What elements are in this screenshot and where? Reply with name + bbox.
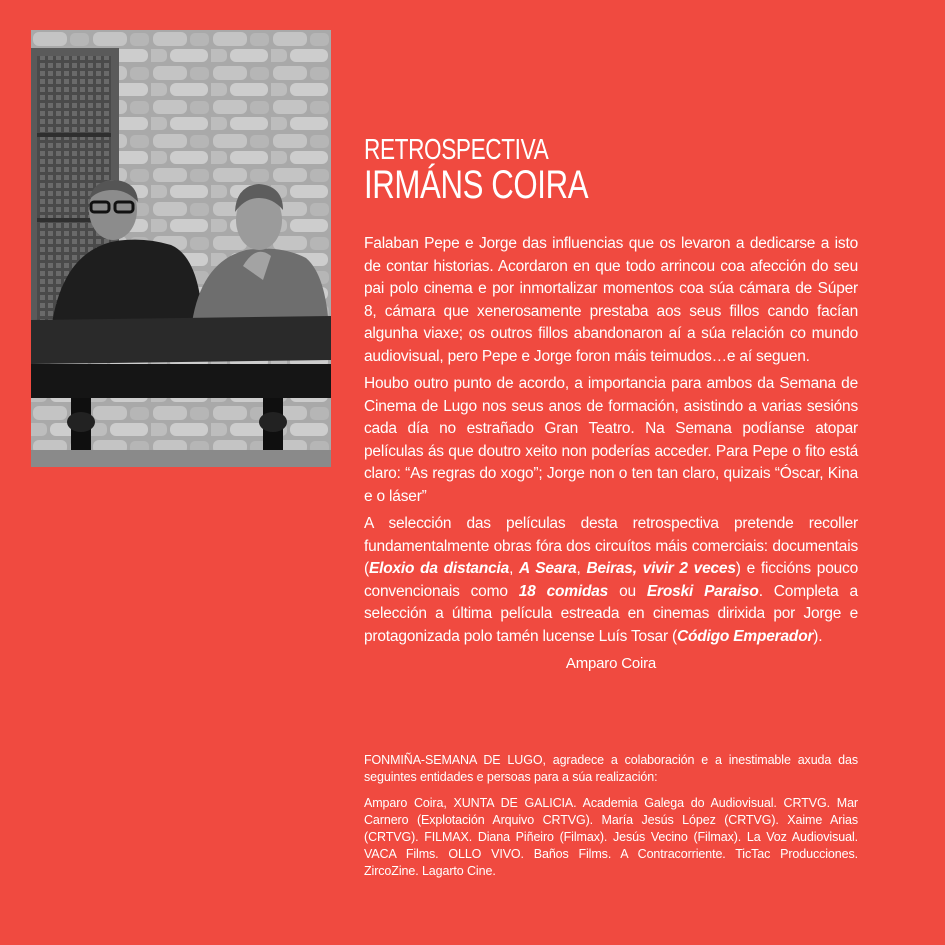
article-body [364, 233, 858, 676]
heading-block [364, 134, 651, 207]
film-title: Beiras, vivir 2 veces [586, 560, 736, 577]
heading-kicker: RETROSPECTIVA [364, 134, 549, 166]
film-title: A Seara [519, 560, 577, 577]
acknowledgements-list: Amparo Coira, XUNTA DE GALICIA. Academia Galega do Audiovisual. CRTVG. Mar Carnero (Explotación Arquivo CRTVG). María Jesús López (CRTVG). Xaime Arias (CRTVG). FILMAX. Diana Piñeiro (Filmax). Jesús Vecino (Filmax). La Voz Audiovisual. VACA Films. OLLO VIVO. Baños Films. A Contracorriente. TicTac Producciones. ZircoZine. Lagarto Cine. [364, 796, 858, 878]
paragraph-3 [364, 513, 858, 648]
text-run: . Completa a selección a última película estreada en cinemas dirixida por Jorge e protagonizada polo tamén lucense Luís Tosar ( [364, 582, 858, 645]
text-run: ) e ficcións pouco convencionais como [364, 560, 859, 600]
film-title: Código Emperador [676, 627, 814, 645]
text-run: , [509, 560, 520, 577]
text-run: , [576, 560, 587, 577]
acknowledgements-intro: FONMIÑA-SEMANA DE LUGO, agradece a colaboración e a inestimable axuda das seguintes entidades e persoas para a súa realización: [364, 753, 858, 784]
acknowledgements [364, 752, 858, 889]
heading-title: IRMÁNS COIRA [364, 163, 589, 207]
film-title: 18 comidas [518, 582, 609, 600]
author-signature: Amparo Coira [565, 655, 657, 672]
film-title: Eroski Paraiso [646, 582, 759, 600]
paragraph-1: Falaban Pepe e Jorge das influencias que os levaron a dedicarse a isto de contar historias. Acordaron en que todo arrincou coa afección do seu pai polo cinema e por inmortalizar momentos coa súa cámara de Súper 8, cámara que xenerosamente prestaba aos seus fillos cando facían algunha viaxe; os outros fillos abandonaron aí a súa relación co mundo audiovisual, pero Pepe e Jorge foron máis teimudos…e aí seguen. [364, 235, 858, 365]
paragraph-2: Houbo outro punto de acordo, a importancia para ambos da Semana de Cinema de Lugo nos seus anos de formación, asistindo a varias sesións cada día no estrañado Gran Teatro. Na Semana podíanse atopar películas ás que doutro xeito non poderías acceder. Para Pepe o fito está claro: “As regras do xogo”; Jorge non o ten tan claro, quizais “Óscar, Kina e o láser” [364, 375, 858, 505]
photo-brothers [31, 30, 331, 467]
text-run: A selección das películas desta retrospectiva pretende recoller fundamentalmente obras fóra dos circuítos máis comerciais: documentais ( [364, 515, 858, 577]
text-run: ou [608, 582, 647, 600]
film-title: Eloxio da distancia [368, 560, 510, 577]
photo-illustration [31, 30, 331, 467]
text-run: ). [813, 627, 823, 645]
